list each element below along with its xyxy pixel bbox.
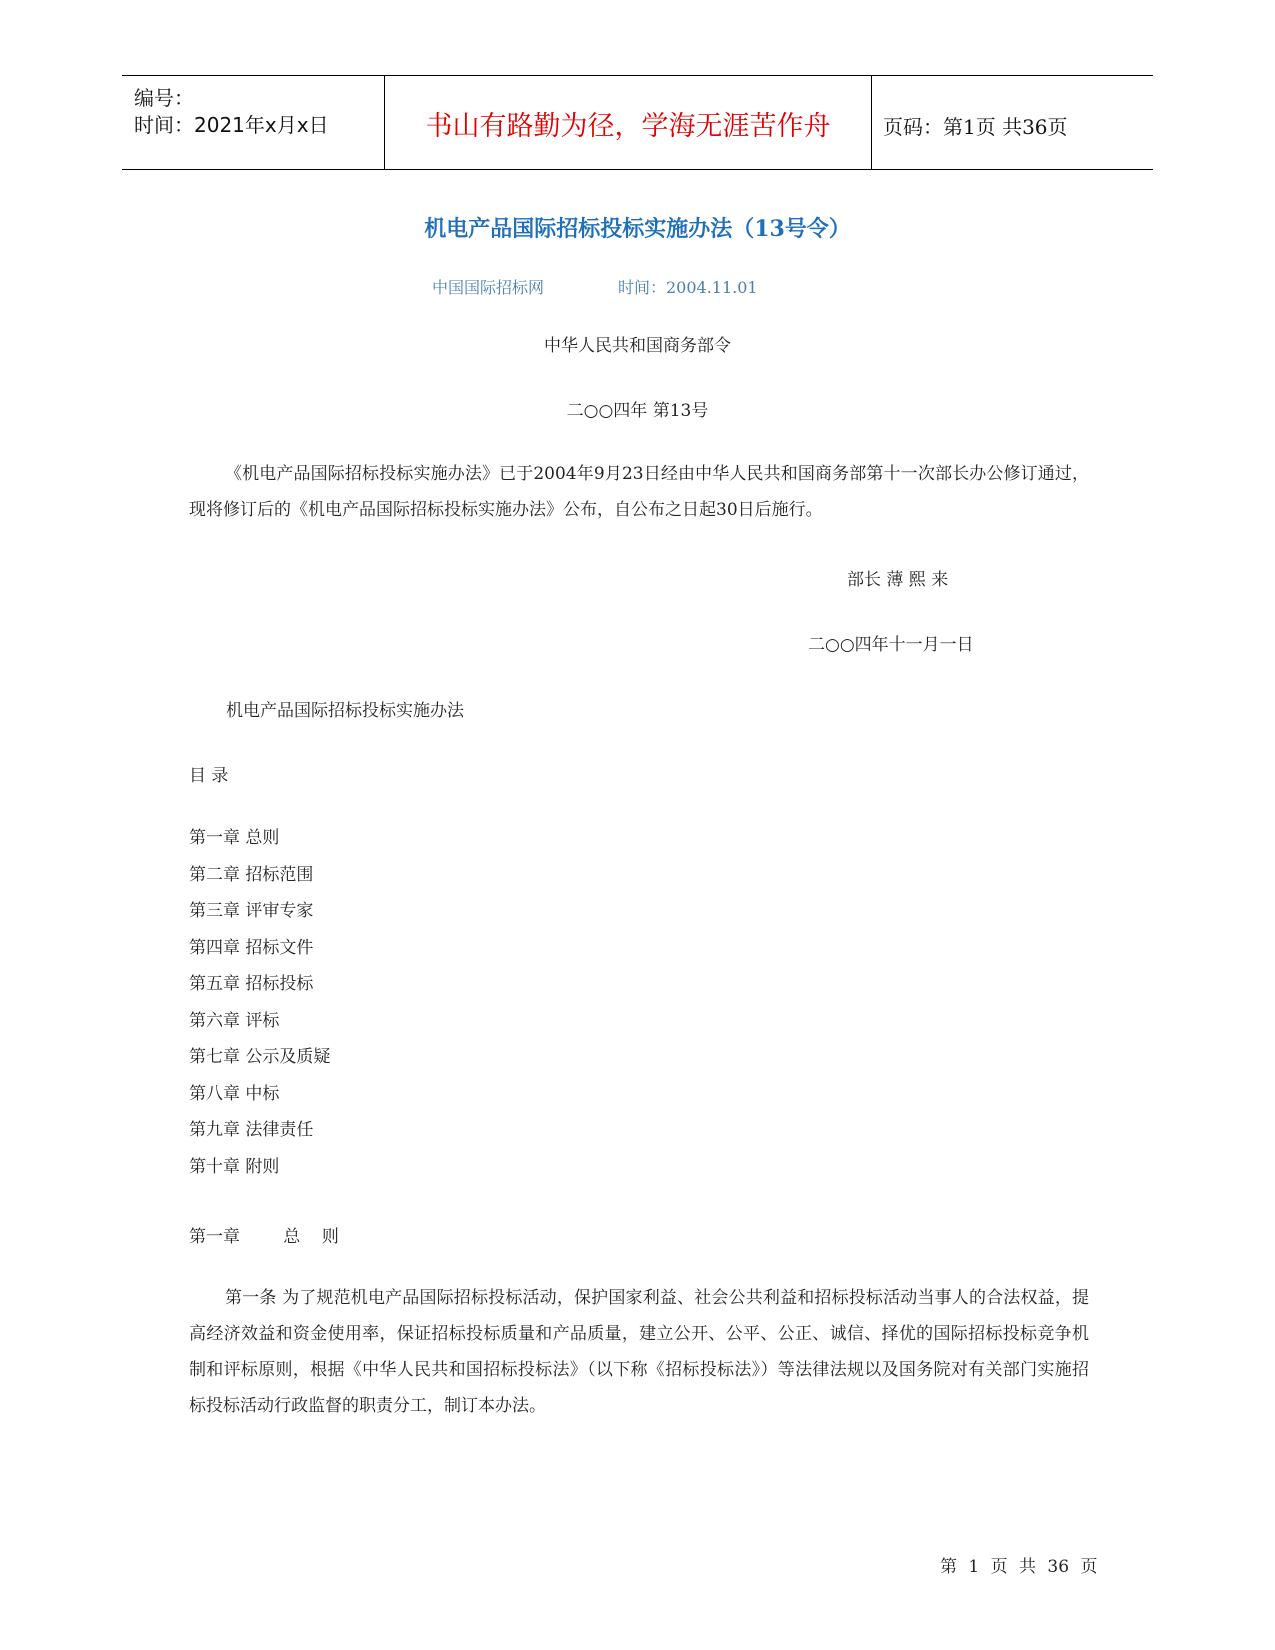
document-title: 机电产品国际招标投标实施办法（13号令） (424, 216, 851, 242)
toc-item: 第二章 招标范围 (189, 864, 314, 885)
header-cell-left (122, 76, 384, 169)
header-cell-center (384, 76, 872, 169)
toc-item: 第九章 法律责任 (189, 1120, 314, 1140)
toc-item: 第六章 评标 (189, 1010, 280, 1031)
table-of-contents (189, 820, 330, 1185)
subtitle: 机电产品国际招标投标实施办法 (226, 701, 464, 721)
header-cell-right (871, 76, 1153, 169)
header-table (122, 75, 1153, 170)
order-number: 二○○四年 第13号 (566, 401, 709, 421)
page-info: 页码：第1页 共36页 (883, 115, 1068, 139)
number-label: 编号： (134, 86, 194, 110)
preamble-paragraph: 《机电产品国际招标投标实施办法》已于2004年9月23日经由中华人民共和国商务部第十一次部长办公修订通过，现将修订后的《机电产品国际招标投标实施办法》公布，自公布之日起30日后施行。 (189, 464, 1089, 520)
toc-item: 第十章 附则 (189, 1156, 280, 1177)
article-1-paragraph: 第一条 为了规范机电产品国际招标投标活动，保护国家利益、社会公共利益和招标投标活动当事人的合法权益，提高经济效益和资金使用率，保证招标投标质量和产品质量，建立公开、公平、公正、诚信、择优的国际招标投标竞争机制和评标原则，根据《中华人民共和国招标投标法》（以下称《招标投标法》）等法律法规以及国务院对有关部门实施招标投标活动行政监督的职责分工，制订本办法。 (189, 1288, 1089, 1416)
chapter-heading: 第一章 总 则 (189, 1227, 339, 1247)
issuer: 中华人民共和国商务部令 (544, 336, 731, 356)
publish-time: 时间：2004.11.01 (618, 278, 758, 297)
sign-date: 二○○四年十一月一日 (808, 635, 974, 655)
motto: 书山有路勤为径，学海无涯苦作舟 (425, 111, 831, 142)
toc-heading: 目 录 (189, 766, 229, 786)
toc-item: 第五章 招标投标 (189, 974, 314, 994)
toc-item: 第四章 招标文件 (189, 937, 314, 958)
toc-item: 第一章 总则 (189, 828, 280, 848)
page-footer: 第 1 页 共 36 页 (940, 1557, 1098, 1577)
toc-item: 第七章 公示及质疑 (189, 1047, 331, 1067)
source-label: 中国国际招标网 (432, 278, 545, 297)
signature: 部长 薄 熙 来 (847, 570, 949, 590)
toc-item: 第三章 评审专家 (189, 901, 314, 921)
toc-item: 第八章 中标 (189, 1083, 280, 1104)
time-label: 时间：2021年x月x日 (134, 113, 329, 137)
